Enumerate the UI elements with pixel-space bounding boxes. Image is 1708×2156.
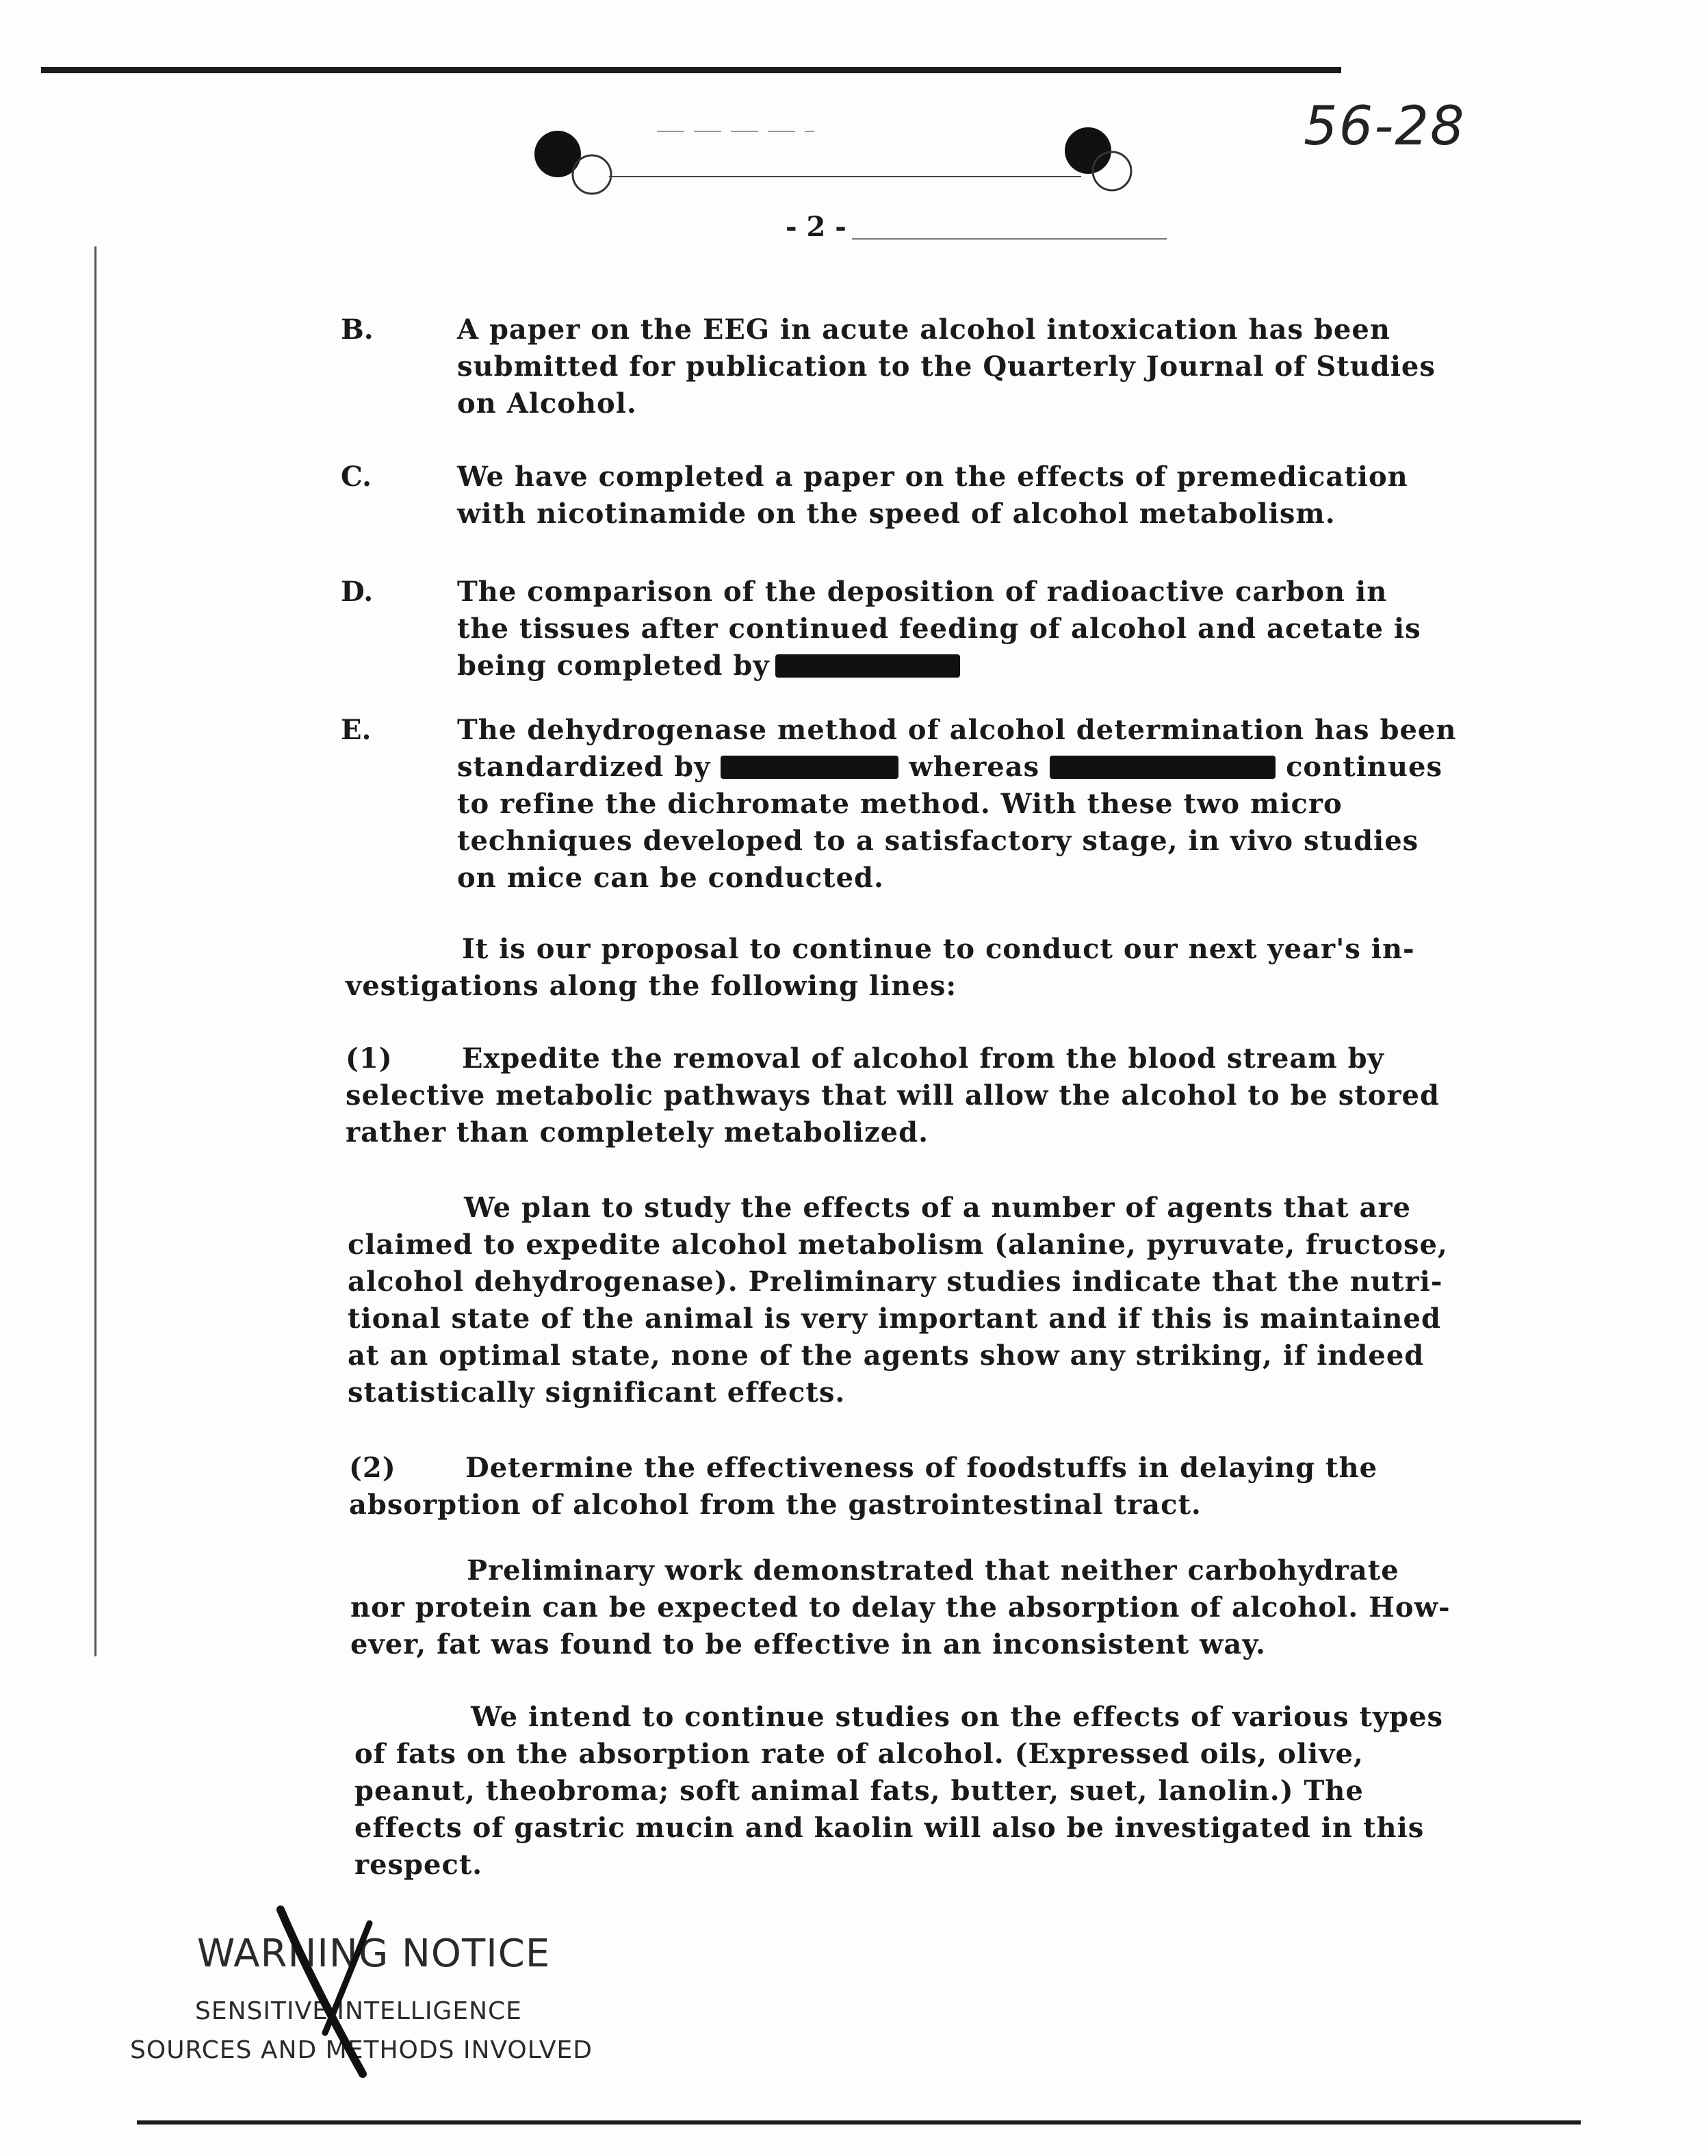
paragraph-line: claimed to expedite alcohol metabolism (alanine, pyruvate, fructose, bbox=[348, 1229, 1448, 1261]
item-label: D. bbox=[341, 576, 374, 608]
item-text: We have completed a paper on the effects of premedication with nicotinamide on the speed of alcohol metabolism. bbox=[457, 461, 1408, 530]
redaction-block bbox=[721, 756, 898, 779]
paragraph-line: vestigations along the following lines: bbox=[346, 970, 957, 1002]
paragraph-line: Preliminary work demonstrated that neither carbohydrate bbox=[467, 1554, 1399, 1587]
item-c bbox=[341, 459, 1504, 541]
redaction-block bbox=[1050, 756, 1276, 779]
paragraph-line: We intend to continue studies on the effects of various types bbox=[471, 1701, 1444, 1733]
warning-notice-line3: SOURCES AND METHODS INVOLVED bbox=[130, 2036, 593, 2064]
paragraph-line: nor protein can be expected to delay the absorption of alcohol. How- bbox=[350, 1591, 1451, 1624]
paragraph-line: rather than completely metabolized. bbox=[346, 1116, 929, 1148]
redaction-block bbox=[775, 654, 960, 678]
handwritten-doc-number: 56-28 bbox=[1304, 96, 1466, 157]
proposal-paragraph bbox=[346, 931, 1415, 1005]
item-label: B. bbox=[341, 313, 374, 346]
item-text-rest: to refine the dichromate method. With these two micro techniques developed to a satisfactory stage, in vivo studies on mice can be conducted. bbox=[457, 788, 1419, 894]
paragraph-line: alcohol dehydrogenase). Preliminary studies indicate that the nutri- bbox=[348, 1266, 1443, 1298]
item-text-line1: The dehydrogenase method of alcohol determination has been bbox=[457, 714, 1457, 746]
stamp-cross-mark bbox=[260, 1903, 397, 2081]
item-d bbox=[341, 574, 1504, 690]
aim-number: (2) bbox=[349, 1452, 396, 1484]
item-text: A paper on the EEG in acute alcohol intoxication has been submitted for publication to the Quarterly Journal of Studies on Alcohol. bbox=[457, 313, 1436, 420]
punch-hole-right bbox=[1065, 127, 1111, 174]
paragraph-line: (2) Determine the effectiveness of foodstuffs in delaying the bbox=[349, 1450, 1377, 1487]
aim-number: (1) bbox=[346, 1042, 393, 1075]
paragraph-line: absorption of alcohol from the gastrointestinal tract. bbox=[349, 1489, 1202, 1521]
paragraph-line: It is our proposal to continue to conduct our next year's in- bbox=[462, 933, 1415, 965]
item-text-fragment: standardized by bbox=[457, 751, 711, 783]
item-text-fragment: whereas bbox=[909, 751, 1040, 783]
warning-notice-title: WARNING NOTICE bbox=[197, 1932, 551, 1976]
paragraph-line: of fats on the absorption rate of alcohol. (Expressed oils, olive, bbox=[354, 1738, 1364, 1770]
page-number-rule bbox=[852, 238, 1167, 240]
plan-paragraph bbox=[348, 1190, 1448, 1411]
paragraph-line: We plan to study the effects of a number of agents that are bbox=[464, 1192, 1411, 1224]
paragraph-line: statistically significant effects. bbox=[348, 1376, 846, 1409]
item-text-fragment: continues bbox=[1286, 751, 1442, 783]
intend-paragraph bbox=[354, 1699, 1443, 1884]
item-e bbox=[341, 712, 1504, 897]
paragraph-line: ever, fat was found to be effective in an inconsistent way. bbox=[350, 1628, 1266, 1660]
paragraph-line: respect. bbox=[354, 1849, 483, 1881]
item-text-line2 bbox=[457, 749, 1456, 786]
paragraph-line: effects of gastric mucin and kaolin will also be investigated in this bbox=[354, 1812, 1425, 1844]
warning-notice-line2: SENSITIVE INTELLIGENCE bbox=[195, 1997, 522, 2025]
item-label: E. bbox=[341, 714, 372, 746]
item-label: C. bbox=[341, 461, 372, 493]
top-border-rule bbox=[41, 67, 1341, 73]
aim-1 bbox=[346, 1040, 1440, 1151]
bottom-border-rule bbox=[137, 2120, 1581, 2125]
item-text: The comparison of the deposition of radioactive carbon in the tissues after continued feeding of alcohol and acetate is being completed by bbox=[457, 576, 1421, 682]
paragraph-line: peanut, theobroma; soft animal fats, butter, suet, lanolin.) The bbox=[354, 1775, 1364, 1807]
preliminary-paragraph bbox=[350, 1552, 1451, 1663]
paragraph-line: selective metabolic pathways that will allow the alcohol to be stored bbox=[346, 1079, 1440, 1112]
paragraph-line: at an optimal state, none of the agents show any striking, if indeed bbox=[348, 1339, 1425, 1372]
aim-2 bbox=[349, 1450, 1377, 1524]
paragraph-line: tional state of the animal is very important and if this is maintained bbox=[348, 1302, 1441, 1335]
left-margin-line bbox=[94, 246, 96, 1656]
page-number: - 2 - bbox=[786, 211, 846, 243]
punch-holes bbox=[527, 116, 1156, 205]
paragraph-line: (1) Expedite the removal of alcohol from the blood stream by bbox=[346, 1040, 1440, 1077]
item-b bbox=[341, 311, 1504, 428]
